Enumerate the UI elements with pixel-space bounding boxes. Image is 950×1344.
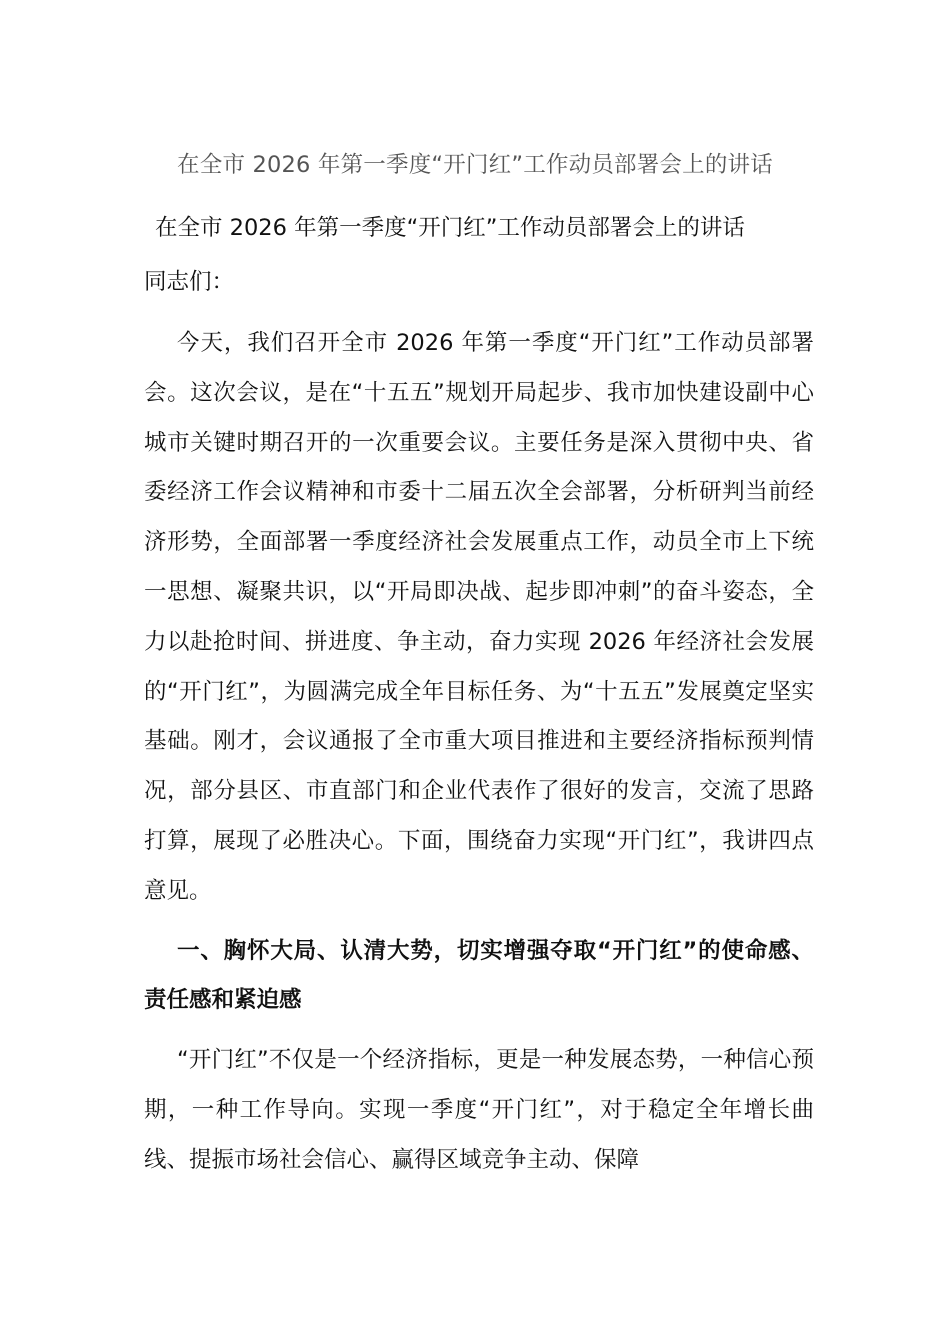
section-heading-1: 一、胸怀大局、认清大势，切实增强夺取“开门红”的使命感、责任感和紧迫感 xyxy=(144,937,814,1014)
document-body xyxy=(144,205,814,1186)
salutation: 同志们： xyxy=(144,269,235,295)
paragraph-intro: 今天，我们召开全市 2026 年第一季度“开门红”工作动员部署会。这次会议，是在“十五五”规划开局起步、我市加快建设副中心城市关键时期召开的一次重要会议。主要任务是深入贯彻中央、省委经济工作会议精神和市委十二届五次全会部署，分析研判当前经济形势，全面部署一季度经济社会发展重点工作，动员全市上下统一思想、凝聚共识，以“开局即决战、起步即冲刺”的奋斗姿态，全力以赴抢时间、拼进度、争主动，奋力实现 2026 年经济社会发展的“开门红”，为圆满完成全年目标任务、为“十五五”发展奠定坚实基础。刚才，会议通报了全市重大项目推进和主要经济指标预判情况，部分县区、市直部门和企业代表作了很好的发言，交流了思路打算，展现了必胜决心。下面，围绕奋力实现“开门红”，我讲四点意见。 xyxy=(144,330,814,904)
paragraph-section-1: “开门红”不仅是一个经济指标，更是一种发展态势，一种信心预期，一种工作导向。实现一季度“开门红”，对于稳定全年增长曲线、提振市场社会信心、赢得区域竞争主动、保障 xyxy=(144,1047,814,1173)
document-title: 在全市 2026 年第一季度“开门红”工作动员部署会上的讲话 xyxy=(155,215,745,241)
header-title: 在全市 2026 年第一季度“开门红”工作动员部署会上的讲话 xyxy=(177,152,773,178)
